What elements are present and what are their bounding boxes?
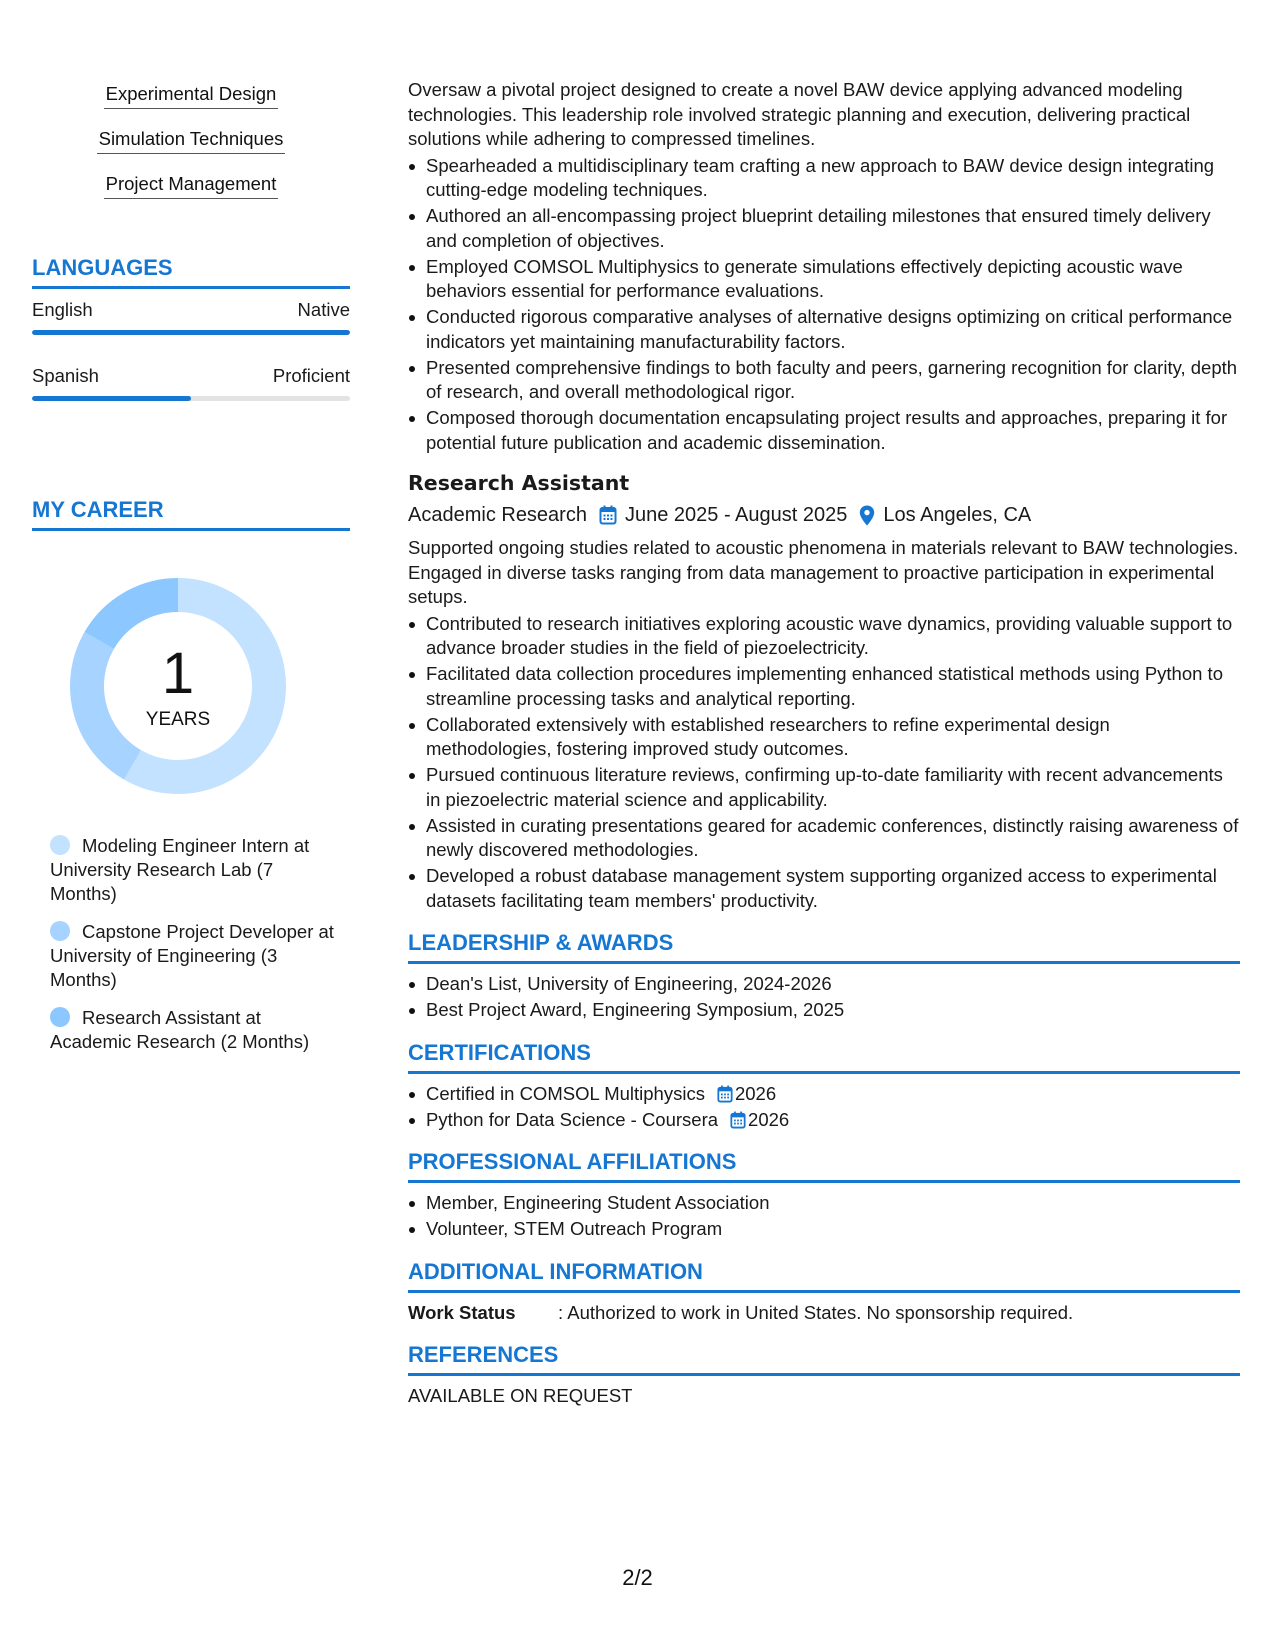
skill-item: Simulation Techniques <box>97 127 286 154</box>
work-status-value: : Authorized to work in United States. No sponsorship required. <box>558 1301 1074 1323</box>
work-status-row <box>408 1301 1240 1325</box>
language-name: English <box>32 299 93 320</box>
bullet-item: Developed a robust database management system supporting organized access to experimental datasets facilitating team members' productivity. <box>408 864 1240 913</box>
legend-dot <box>50 921 70 941</box>
career-legend-label: Capstone Project Developer at University of Engineering (3 Months) <box>50 921 334 990</box>
bullet-item: Presented comprehensive findings to both faculty and peers, garnering recognition for clarity, depth of research, and overall methodological rigor. <box>408 356 1240 405</box>
career-legend-item <box>50 834 340 906</box>
certification-name: Certified in COMSOL Multiphysics <box>426 1082 705 1104</box>
certification-year: 2026 <box>734 1082 777 1104</box>
languages-heading: LANGUAGES <box>32 254 350 289</box>
language-proficiency-bar <box>32 396 350 401</box>
job-title: Research Assistant <box>408 471 630 495</box>
certification-item <box>408 1108 1240 1133</box>
career-donut-chart <box>66 574 290 798</box>
certifications-heading: CERTIFICATIONS <box>408 1039 1240 1074</box>
certification-name: Python for Data Science - Coursera <box>426 1108 719 1130</box>
project-summary: Oversaw a pivotal project designed to create a novel BAW device applying advanced modeling technologies. This leadership role involved strategic planning and execution, delivering practical solutions while adhering to compressed timelines. <box>408 79 1191 149</box>
references-text: AVAILABLE ON REQUEST <box>408 1384 633 1406</box>
job-bullets <box>408 612 1240 914</box>
job-summary: Supported ongoing studies related to acoustic phenomena in materials relevant to BAW technologies. Engaged in diverse tasks ranging from data management to proactive participation in experimental setups. <box>408 537 1239 607</box>
skill-item: Project Management <box>104 172 279 199</box>
bullet-item: Facilitated data collection procedures implementing enhanced statistical methods using Python to streamline processing tasks and analytical reporting. <box>408 662 1240 711</box>
bullet-item: Collaborated extensively with established researchers to refine experimental design methodologies, fostering improved study outcomes. <box>408 713 1240 762</box>
calendar-icon <box>717 1085 733 1103</box>
language-row <box>32 298 350 335</box>
calendar-icon <box>730 1111 746 1129</box>
job-organization: Academic Research <box>408 504 587 526</box>
certifications-section <box>408 1039 1240 1133</box>
career-legend-item <box>50 920 340 992</box>
career-total-value: 1 <box>161 641 195 706</box>
award-item: Dean's List, University of Engineering, 2024-2026 <box>408 972 1240 997</box>
donut-segment <box>99 595 178 641</box>
language-name: Spanish <box>32 365 99 386</box>
bullet-item: Authored an all-encompassing project blueprint detailing milestones that ensured timely delivery and completion of objectives. <box>408 204 1240 253</box>
bullet-item: Spearheaded a multidisciplinary team crafting a new approach to BAW device design integrating cutting-edge modeling techniques. <box>408 154 1240 203</box>
leadership-section <box>408 929 1240 1023</box>
bullet-item: Employed COMSOL Multiphysics to generate simulations effectively depicting acoustic wave behaviors essential for performance evaluations. <box>408 255 1240 304</box>
certification-year: 2026 <box>748 1108 790 1130</box>
language-row <box>32 364 350 401</box>
additional-info-heading: ADDITIONAL INFORMATION <box>408 1258 1240 1293</box>
bullet-item: Conducted rigorous comparative analyses of alternative designs optimizing on critical performance indicators yet maintaining manufacturability factors. <box>408 305 1240 354</box>
references-section <box>408 1341 1240 1409</box>
career-legend-item <box>50 1006 340 1054</box>
affiliations-heading: PROFESSIONAL AFFILIATIONS <box>408 1148 1240 1183</box>
page-number: 2/2 <box>622 1565 653 1590</box>
certification-item <box>408 1082 1240 1107</box>
references-heading: REFERENCES <box>408 1341 1240 1376</box>
language-level: Native <box>297 299 350 320</box>
job-location: Los Angeles, CA <box>883 504 1032 526</box>
skills-list <box>32 82 350 199</box>
map-pin-icon <box>859 505 875 526</box>
calendar-icon <box>599 505 617 525</box>
language-level: Proficient <box>272 365 350 386</box>
leadership-heading: LEADERSHIP & AWARDS <box>408 929 1240 964</box>
bullet-item: Composed thorough documentation encapsulating project results and approaches, preparing it for potential future publication and academic dissemination. <box>408 406 1240 455</box>
language-proficiency-fill <box>32 396 191 401</box>
right-column <box>408 78 1240 1408</box>
left-column <box>32 82 350 1052</box>
additional-info-section <box>408 1258 1240 1325</box>
career-legend <box>50 834 340 1068</box>
language-proficiency-fill <box>32 330 350 335</box>
bullet-item: Pursued continuous literature reviews, confirming up-to-date familiarity with recent advancements in piezoelectric material science and applicability. <box>408 763 1240 812</box>
legend-dot <box>50 835 70 855</box>
award-item: Best Project Award, Engineering Symposium, 2025 <box>408 998 1240 1023</box>
project-bullets <box>408 154 1240 456</box>
affiliations-section <box>408 1148 1240 1242</box>
language-proficiency-bar <box>32 330 350 335</box>
career-heading: MY CAREER <box>32 496 350 531</box>
job-dates: June 2025 - August 2025 <box>624 504 848 526</box>
career-legend-label: Research Assistant at Academic Research (2 Months) <box>50 1007 310 1052</box>
bullet-item: Contributed to research initiatives exploring acoustic wave dynamics, providing valuable support to advance broader studies in the field of piezoelectricity. <box>408 612 1240 661</box>
work-status-label: Work Status <box>408 1301 516 1323</box>
skill-item: Experimental Design <box>104 82 279 109</box>
affiliation-item: Member, Engineering Student Association <box>408 1191 1240 1216</box>
bullet-item: Assisted in curating presentations geared for academic conferences, distinctly raising awareness of newly discovered methodologies. <box>408 814 1240 863</box>
career-total-unit: YEARS <box>145 709 211 730</box>
affiliation-item: Volunteer, STEM Outreach Program <box>408 1217 1240 1242</box>
legend-dot <box>50 1007 70 1027</box>
career-legend-label: Modeling Engineer Intern at University Research Lab (7 Months) <box>50 835 310 904</box>
job-meta <box>408 500 1240 530</box>
